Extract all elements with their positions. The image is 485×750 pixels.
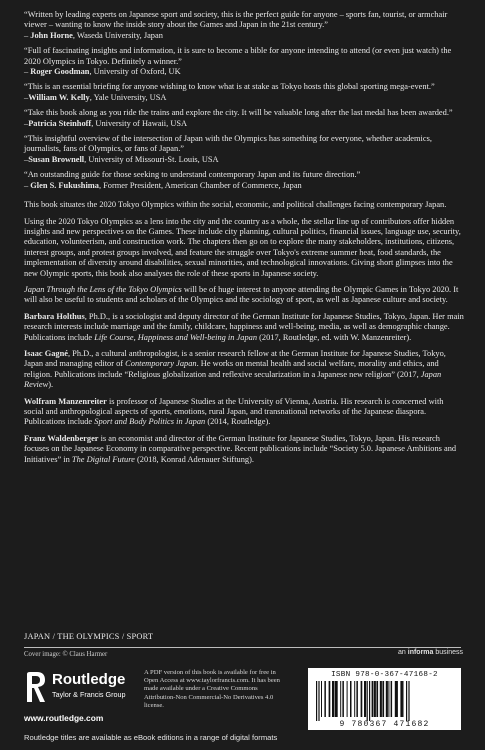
barcode-bar	[316, 681, 317, 721]
quote-attribution: – Glen S. Fukushima, Former President, American Chamber of Commerce, Japan	[24, 180, 302, 190]
quote-attribution: –Patricia Steinhoff, University of Hawaii, USA	[24, 118, 188, 128]
publisher-name: Routledge	[52, 671, 126, 688]
barcode-bar	[400, 681, 402, 717]
endorser-affiliation: , Yale University, USA	[89, 92, 167, 102]
barcode-bar	[340, 681, 341, 717]
barcode-bar	[337, 681, 338, 717]
barcode-bar	[354, 681, 355, 717]
description-paragraph: This book situates the 2020 Tokyo Olympics within the social, economic, and political challenges facing contemporary Japan.	[24, 200, 447, 210]
editor-bio: Isaac Gagné, Ph.D., a cultural anthropologist, is a senior research fellow at the German Institute for Japanese Studies, Tokyo, Japan and managing editor of Contemporary Japan. He works on mental health and social welfare, morality and ethics, and religion. Publications include “Religious globalization and reflexive secularization in a Japanese new religion” (2017, Japan Review).	[24, 348, 446, 390]
barcode-bar	[321, 681, 322, 717]
quote-attribution: –Susan Brownell, University of Missouri-St. Louis, USA	[24, 154, 219, 164]
description-paragraph: Japan Through the Lens of the Tokyo Olympics will be of huge interest to anyone attending the Olympic Games in Tokyo 2020. It will also be useful to students and scholars of the Olympics and the sociology of sport, as well as Japanese culture and society.	[24, 284, 459, 305]
editor-bio: Franz Waldenberger is an economist and director of the German Institute for Japanese Studies, Tokyo, Japan. His research focuses on the Japanese Economy in comparative perspective. Recent publications include “Society 5.0. Japanese Ambitions and Initiatives” in The Digital Future (2018, Konrad Adenauer Stiftung).	[24, 433, 457, 464]
endorsement-quote	[24, 82, 464, 103]
informa-business-tag: an informa business	[398, 649, 463, 656]
quote-text: “This is an essential briefing for anyone wishing to know what is at stake as Tokyo hosts this global sporting mega-event.”	[24, 82, 435, 92]
editor-bio: Wolfram Manzenreiter is professor of Japanese Studies at the University of Vienna, Austria. His research is concerned with social and anthropological aspects of sports, emotions, rural Japan, and transnational networks of the Japanese diaspora. Publications include Sport and Body Politics in Japan (2014, Routledge).	[24, 396, 444, 427]
barcode-bar	[382, 681, 384, 717]
editor-name: Wolfram Manzenreiter	[24, 396, 107, 406]
quote-attribution: –William W. Kelly, Yale University, USA	[24, 92, 167, 102]
editor-name: Franz Waldenberger	[24, 433, 99, 443]
barcode-bar	[403, 681, 404, 717]
endorser-name: William W. Kelly	[28, 92, 90, 102]
publisher-website: www.routledge.com	[24, 713, 104, 723]
barcode-bar	[397, 681, 398, 717]
barcode-bar	[388, 681, 389, 717]
cover-text-block	[24, 10, 464, 471]
endorser-name: Roger Goodman	[30, 67, 90, 77]
barcode-bar	[369, 681, 370, 721]
barcode-bar	[347, 681, 348, 717]
endorser-affiliation: , University of Missouri-St. Louis, USA	[84, 154, 219, 164]
barcode-bar	[324, 681, 326, 717]
barcode-bar	[332, 681, 334, 717]
barcode-bars	[314, 681, 455, 721]
endorsement-quote	[24, 10, 464, 41]
ean-number: 9 780367 471682	[339, 720, 430, 729]
barcode-bar	[361, 681, 363, 717]
footer-divider	[24, 647, 461, 648]
quote-text: “Full of fascinating insights and information, it is sure to become a bible for anyone intending to attend (or even just watch) the 2020 Olympics in Tokyo. Definitely a winner.”	[24, 46, 452, 66]
quote-text: “Take this book along as you ride the trains and explore the city. It will be valuable long after the last medal has been awarded.”	[24, 108, 453, 118]
subject-categories: JAPAN / THE OLYMPICS / SPORT	[24, 632, 154, 641]
endorser-name: Patricia Steinhoff	[28, 118, 92, 128]
endorser-affiliation: , Former President, American Chamber of Commerce, Japan	[98, 180, 302, 190]
endorser-affiliation: , Waseda University, Japan	[72, 30, 163, 40]
isbn-barcode	[308, 668, 461, 730]
barcode-bar	[374, 681, 376, 717]
barcode-bar	[335, 681, 337, 717]
endorsement-quote	[24, 134, 464, 165]
quote-text: “This insightful overview of the intersection of Japan with the Olympics has something for everyone, whether academics, journalists, fans of Olympics, or fans of Japan.”	[24, 134, 432, 154]
barcode-bar	[391, 681, 393, 717]
quote-attribution: – Roger Goodman, University of Oxford, UK	[24, 67, 181, 77]
endorsement-quote	[24, 46, 464, 77]
barcode-bar	[356, 681, 358, 717]
barcode-bar	[386, 681, 388, 717]
quote-text: “Written by leading experts on Japanese sport and society, this is the perfect guide for anyone – sports fan, tourist, or armchair viewer – wanting to know the inside story about the Games and Japan in the 21st century.”	[24, 10, 448, 30]
barcode-bar	[380, 681, 382, 717]
isbn-text: ISBN 978-0-367-47168-2	[331, 671, 438, 679]
endorser-name: John Horne	[30, 30, 73, 40]
publisher-group: Taylor & Francis Group	[52, 690, 126, 699]
ebook-note: Routledge titles are available as eBook editions in a range of digital formats	[24, 733, 278, 742]
barcode-bar	[372, 681, 374, 717]
barcode-bar	[364, 681, 366, 717]
book-title: Japan Through the Lens of the Tokyo Olympics	[24, 284, 182, 294]
endorser-name: Glen S. Fukushima	[30, 180, 99, 190]
routledge-r-icon	[24, 670, 48, 704]
barcode-bar	[318, 681, 319, 721]
editor-bio: Barbara Holthus, Ph.D., is a sociologist and deputy director of the German Institute for Japanese Studies, Tokyo, Japan. Her main research interests include marriage and the family, childcare, happiness and well-being, media, as well as demographic change. Publications include Life Course, Happiness and Well-being in Japan (2017, Routledge, ed. with W. Manzenreiter).	[24, 311, 464, 342]
barcode-bar	[329, 681, 331, 717]
endorser-affiliation: , University of Hawaii, USA	[91, 118, 188, 128]
barcode-bar	[406, 681, 407, 721]
barcode-bar	[367, 681, 368, 721]
barcode-bar	[342, 681, 344, 717]
publisher-logo	[24, 668, 134, 712]
open-access-notice: A PDF version of this book is available for free in Open Access at www.taylorfrancis.com. It has been made available under a Creative Commons Attribution-Non Commercial-No Derivatives 4.0 license.	[144, 669, 280, 709]
barcode-bar	[350, 681, 352, 717]
editor-name: Barbara Holthus	[24, 311, 85, 321]
barcode-bar	[376, 681, 378, 717]
barcode-bar	[408, 681, 409, 721]
endorser-name: Susan Brownell	[28, 154, 85, 164]
quote-text: “An outstanding guide for those seeking to understand contemporary Japan and its future direction.”	[24, 170, 361, 180]
barcode-bar	[395, 681, 397, 717]
quote-attribution: – John Horne, Waseda University, Japan	[24, 30, 163, 40]
editor-name: Isaac Gagné	[24, 348, 68, 358]
description-paragraph: Using the 2020 Tokyo Olympics as a lens into the city and the country as a whole, the stellar line up of contributors offer hidden insights and new perspectives on the Games. These include city planning, cultural politics, financial issues, language use, security, education, volunteerism, and construction work. The chapters then go on to explore the many stakeholders, institutions, citizens, interest groups, and protest groups involved, and feature the struggle over Tokyo's extreme summer heat, food standards, the implementation of diversity around disabilities, sexual minorities, and technological innovations. Giving short glimpses into the new Olympic sports, this book also analyses the role of these sports in Japanese society.	[24, 216, 461, 278]
endorser-affiliation: , University of Oxford, UK	[89, 67, 181, 77]
cover-image-credit: Cover image: © Claus Harmer	[24, 651, 108, 658]
endorsement-quote	[24, 170, 464, 191]
endorsement-quote	[24, 108, 464, 129]
